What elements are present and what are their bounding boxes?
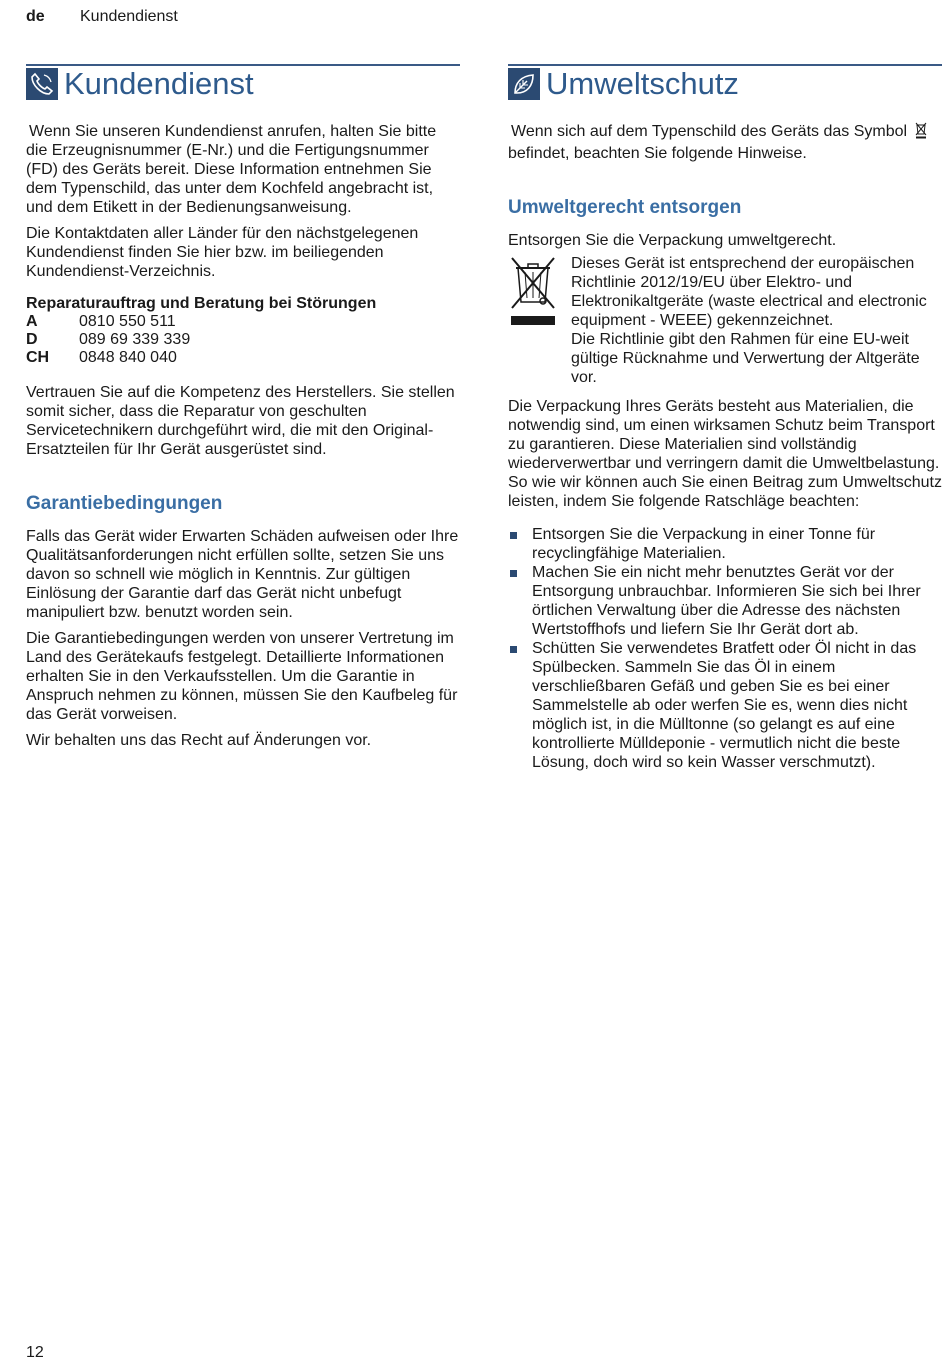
service-intro-paragraph: Wenn Sie unseren Kundendienst anrufen, halten Sie bitte die Erzeugnisnummer (E-Nr.) und die Fertigungsnummer (FD) des Geräts bereit. Diese Information entnehmen Sie dem Typenschild, das unter dem Kochfeld angebracht ist, und dem Etikett in der Bedienungsanweisung. — [26, 123, 437, 216]
warranty-heading: Garantiebedingungen — [26, 493, 223, 514]
environment-title-row — [508, 64, 942, 108]
contact-row — [26, 349, 460, 367]
bullet-square-icon — [510, 570, 517, 577]
phone-number: 0810 550 511 — [79, 313, 176, 330]
list-item — [508, 639, 942, 772]
contact-info-paragraph: Die Kontaktdaten aller Länder für den nächstgelegenen Kundendienst finden Sie hier bzw. im beiliegenden Kundendienst-Verzeichnis. — [26, 225, 419, 280]
customer-service-title-row — [26, 64, 460, 108]
contact-row — [26, 331, 460, 349]
list-item-text: Entsorgen Sie die Verpackung in einer Tonne für recyclingfähige Materialien. — [532, 526, 876, 562]
phone-icon — [26, 68, 58, 100]
repair-heading: Reparaturauftrag und Beratung bei Störungen — [26, 295, 377, 312]
environment-title: Umweltschutz — [546, 66, 739, 101]
intro-text-after: befindet, beachten Sie folgende Hinweise. — [508, 145, 807, 162]
bullet-square-icon — [510, 646, 517, 653]
warranty-paragraph-1: Falls das Gerät wider Erwarten Schäden aufweisen oder Ihre Qualitätsanforderungen nicht erfüllen sollte, setzen Sie uns davon so schnell wie möglich in Kenntnis. Zur gültigen Einlösung der Garantie darf das Gerät nicht unbefugt manipuliert bzw. benutzt worden sein. — [26, 528, 459, 621]
packaging-paragraph: Die Verpackung Ihres Geräts besteht aus Materialien, die notwendig sind, um einen wirksamen Schutz beim Transport zu garantieren. Diese Materialien sind vollständig wiederverwertbar und verringern damit die Umweltbelastung. So wie wir können auch Sie einen Beitrag zum Umweltschutz leisten, indem Sie folgende Ratschläge beachten: — [508, 398, 942, 510]
contact-row — [26, 313, 460, 331]
environment-column — [508, 64, 942, 772]
section-header: Kundendienst — [80, 8, 178, 25]
leaf-icon — [508, 68, 540, 100]
environment-intro-paragraph — [508, 122, 942, 163]
page-number: 12 — [26, 1344, 44, 1361]
advice-list — [508, 525, 942, 772]
weee-block — [508, 254, 942, 387]
warranty-paragraph-3: Wir behalten uns das Recht auf Änderungen vor. — [26, 732, 372, 749]
warranty-paragraph-2: Die Garantiebedingungen werden von unserer Vertretung im Land des Gerätekaufs festgelegt. Detaillierte Informationen erhalten Sie in den Verkaufsstellen. Um die Garantie in Anspruch nehmen zu können, müssen Sie den Kaufbeleg für das Gerät vorweisen. — [26, 630, 458, 723]
customer-service-title: Kundendienst — [64, 66, 254, 101]
list-item — [508, 525, 942, 563]
trust-paragraph: Vertrauen Sie auf die Kompetenz des Herstellers. Sie stellen somit sicher, dass die Reparatur von geschulten Servicetechnikern durchgeführt wird, die mit den Original-Ersatzteilen für Ihr Gerät ausgerüstet sind. — [26, 384, 455, 458]
small-crossed-bin-icon — [912, 122, 927, 144]
contact-list — [26, 313, 460, 367]
country-code: A — [26, 313, 38, 330]
list-item-text: Schütten Sie verwendetes Bratfett oder Öl nicht in das Spülbecken. Sammeln Sie das Öl in einem verschließbaren Gefäß und geben Sie es bei einer Sammelstelle ab oder werfen Sie es, wenn dies nicht möglich ist, in die Mülltonne (so gelangt es auf eine kontrollierte Mülldeponie - vermutlich nicht die beste Lösung, doch wird so kein Wasser verschmutzt). — [532, 640, 917, 771]
phone-number: 0848 840 040 — [79, 349, 177, 366]
language-code: de — [26, 8, 45, 25]
weee-paragraph-2: Die Richtlinie gibt den Rahmen für eine EU-weit gültige Rücknahme und Verwertung der Altgeräte vor. — [571, 331, 920, 386]
weee-text — [571, 254, 942, 387]
disposal-heading: Umweltgerecht entsorgen — [508, 197, 742, 218]
list-item-text: Machen Sie ein nicht mehr benutztes Gerät vor der Entsorgung unbrauchbar. Informieren Sie sich bei Ihrer örtlichen Verwaltung über die Adresse des nächsten Wertstoffhofs und liefern Sie Ihr Gerät dort ab. — [532, 564, 921, 638]
bullet-square-icon — [510, 532, 517, 539]
country-code: D — [26, 331, 38, 348]
phone-number: 089 69 339 339 — [79, 331, 191, 348]
list-item — [508, 563, 942, 639]
crossed-bin-icon — [508, 254, 571, 387]
customer-service-column — [26, 64, 460, 750]
intro-text-before: Wenn sich auf dem Typenschild des Geräts das Symbol — [511, 123, 908, 140]
weee-paragraph-1: Dieses Gerät ist entsprechend der europäischen Richtlinie 2012/19/EU über Elektro- und Elektronikaltgeräte (waste electrical and electronic equipment - WEEE) gekennzeichnet. — [571, 255, 927, 329]
country-code: CH — [26, 349, 50, 366]
disposal-paragraph: Entsorgen Sie die Verpackung umweltgerecht. — [508, 232, 837, 249]
